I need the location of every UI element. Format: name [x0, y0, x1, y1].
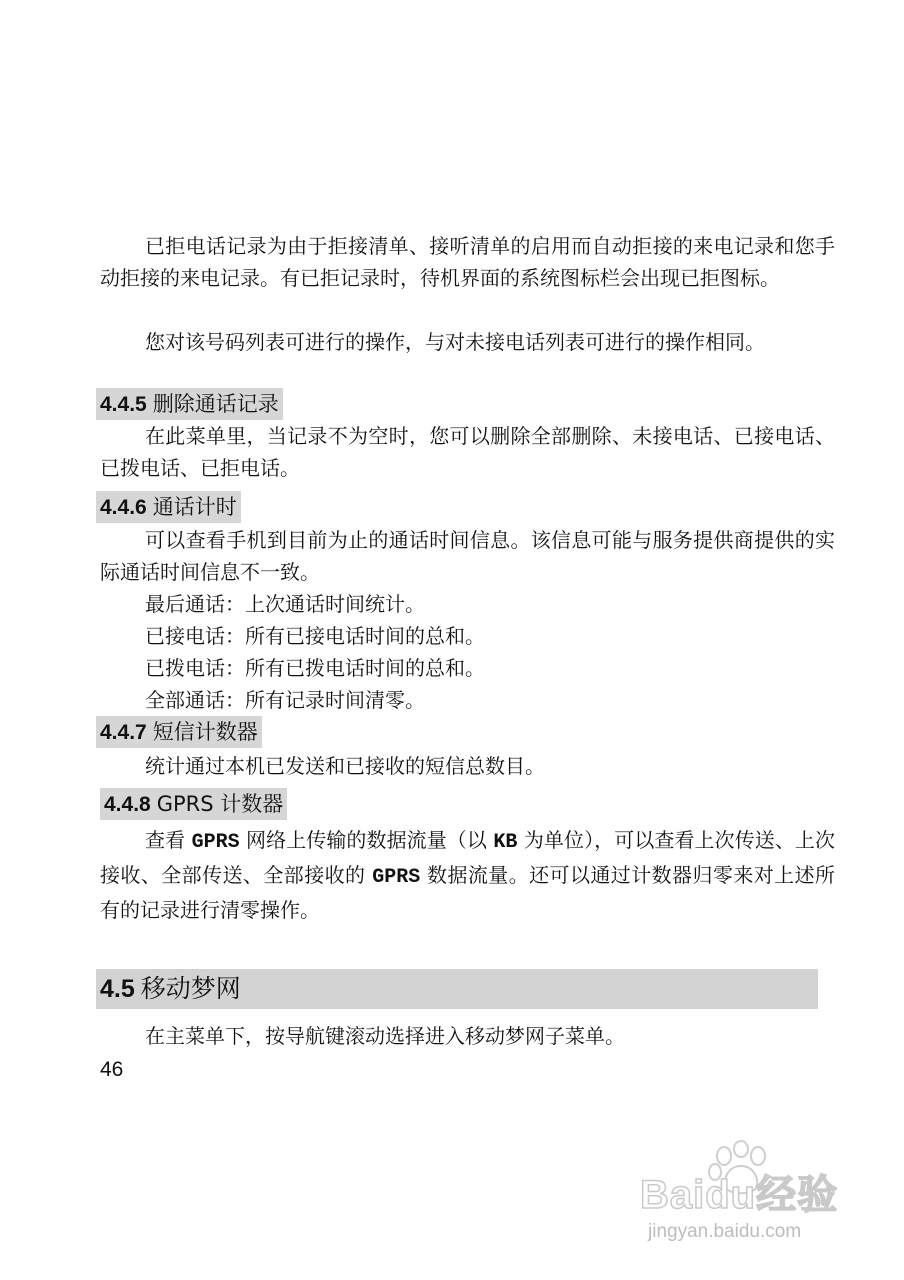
section-number: 4.4.7	[100, 721, 147, 744]
section-title: 移动梦网	[140, 974, 241, 1003]
section-number: 4.5	[100, 975, 135, 1003]
section-title: 短信计数器	[152, 720, 258, 744]
section-number: 4.4.8	[104, 793, 151, 816]
baidu-watermark	[640, 1140, 860, 1250]
section-title: GPRS 计数器	[156, 792, 284, 816]
section-heading-4-4-6	[96, 491, 241, 523]
section-title: 通话计时	[152, 495, 237, 519]
list-item-all-calls: 全部通话：所有记录时间清零。	[145, 688, 425, 712]
page-number: 46	[100, 1058, 124, 1081]
section-heading-4-5	[96, 969, 818, 1009]
baidu-logo-text: Baidu经验	[640, 1173, 839, 1217]
section-number: 4.4.5	[100, 393, 147, 416]
intro-paragraph-operations: 您对该号码列表可进行的操作，与对未接电话列表可进行的操作相同。	[145, 330, 765, 354]
section-heading-4-4-8-full	[100, 788, 287, 820]
list-item-received-calls: 已接电话：所有已接电话时间的总和。	[145, 624, 485, 648]
section-heading-4-4-5	[96, 388, 283, 420]
watermark-url: jingyan.baidu.com	[648, 1221, 802, 1242]
paragraph-gprs-counter: 查看 GPRS 网络上传输的数据流量（以 KB 为单位），可以查看上次传送、上次接收、全部传送、全部接收的 GPRS 数据流量。还可以通过计数器归零来对上述所有的记录进行清零操作。	[100, 828, 836, 922]
paragraph-delete-records: 在此菜单里，当记录不为空时，您可以删除全部删除、未接电话、已接电话、已拨电话、已拒电话。	[100, 424, 835, 480]
paragraph-mobile-dreamnet: 在主菜单下，按导航键滚动选择进入移动梦网子菜单。	[145, 1024, 625, 1048]
paragraph-call-timer: 可以查看手机到目前为止的通话时间信息。该信息可能与服务提供商提供的实际通话时间信息不一致。	[100, 528, 835, 584]
section-number: 4.4.6	[100, 496, 147, 519]
paragraph-sms-counter: 统计通过本机已发送和已接收的短信总数目。	[145, 754, 545, 778]
intro-paragraph-rejected-calls: 已拒电话记录为由于拒接清单、接听清单的启用而自动拒接的来电记录和您手动拒接的来电记录。有已拒记录时，待机界面的系统图标栏会出现已拒图标。	[100, 234, 835, 290]
list-item-dialed-calls: 已拨电话：所有已拨电话时间的总和。	[145, 656, 485, 680]
list-item-last-call: 最后通话：上次通话时间统计。	[145, 592, 425, 616]
section-heading-4-4-7	[96, 716, 262, 748]
section-title: 删除通话记录	[152, 392, 279, 416]
